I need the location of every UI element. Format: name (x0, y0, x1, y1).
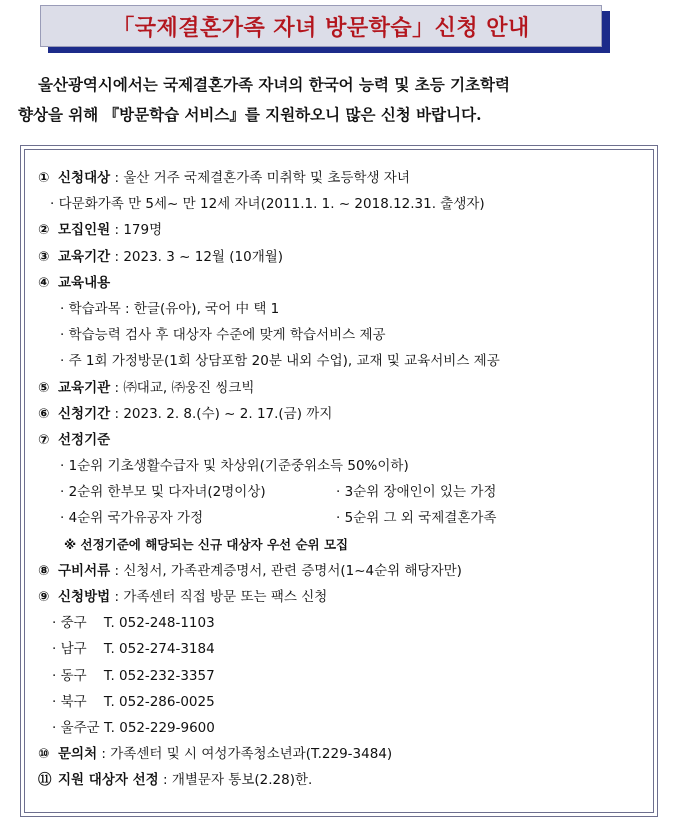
item-inquiry (38, 741, 648, 767)
item-number: ① (38, 170, 50, 186)
contact-junggu: · 중구 T. 052-248-1103 (52, 615, 215, 632)
item-number: ⑨ (38, 589, 50, 605)
item-separator: : (110, 589, 124, 605)
item-content (38, 270, 648, 296)
item-value: 가족센터 직접 방문 또는 팩스 신청 (123, 589, 328, 605)
contact-bukgu: · 북구 T. 052-286-0025 (52, 693, 215, 710)
criteria-rank-2: · 2순위 한부모 및 다자녀(2명이상) (60, 484, 266, 501)
intro-paragraph (18, 70, 668, 130)
item-value: 2023. 3 ~ 12월 (10개월) (123, 248, 284, 265)
item-separator: : (97, 746, 111, 763)
item-number: ④ (38, 274, 50, 291)
item-separator: : (110, 222, 124, 239)
criteria-rank-5: · 5순위 그 외 국제결혼가족 (336, 510, 497, 527)
item-content-sub: · 학습과목 : 한글(유아), 국어 中 택 1 (60, 300, 280, 317)
item-criteria (38, 427, 648, 453)
item-label: 교육기간 (58, 248, 111, 265)
item-label: 신청방법 (58, 589, 111, 605)
item-value: 179명 (123, 222, 163, 239)
contact-namgu: · 남구 T. 052-274-3184 (52, 641, 215, 658)
item-number: ③ (38, 248, 50, 265)
info-content (38, 165, 648, 794)
item-value: 개별문자 통보(2.28)한. (171, 772, 313, 789)
item-label: 신청기간 (58, 405, 111, 422)
item-agency (38, 375, 648, 401)
item-documents (38, 558, 648, 584)
contact-donggu: · 동구 T. 052-232-3357 (52, 667, 215, 684)
item-period (38, 244, 648, 270)
item-recruit (38, 217, 648, 243)
criteria-row-4-5 (38, 505, 648, 531)
item-target-sub: · 다문화가족 만 5세~ 만 12세 자녀(2011.1. 1. ~ 2018.12.31. 출생자) (50, 196, 485, 213)
item-target (38, 165, 648, 191)
criteria-row-2-3 (38, 479, 648, 505)
item-number: ② (38, 222, 50, 239)
item-separator: : (110, 405, 124, 422)
item-separator: : (110, 562, 124, 579)
item-number: ⑤ (38, 379, 50, 396)
item-value: 가족센터 및 시 여성가족청소년과(T.229-3484) (110, 746, 393, 763)
item-number: ⑪ (38, 772, 52, 789)
item-label: 구비서류 (58, 562, 111, 579)
item-label: 선정기준 (58, 431, 111, 448)
item-separator: : (110, 379, 124, 396)
item-label: 문의처 (58, 746, 98, 763)
intro-line-2: 향상을 위해 『방문학습 서비스』를 지원하오니 많은 신청 바랍니다. (18, 105, 482, 124)
criteria-rank-1: · 1순위 기초생활수급자 및 차상위(기준중위소득 50%이하) (60, 458, 409, 475)
item-content-sub: · 학습능력 검사 후 대상자 수준에 맞게 학습서비스 제공 (60, 327, 386, 344)
item-separator: : (110, 248, 124, 265)
item-label: 교육내용 (58, 274, 111, 291)
intro-line-1: 울산광역시에서는 국제결혼가족 자녀의 한국어 능력 및 초등 기초학력 (38, 75, 510, 94)
page-title: 「국제결혼가족 자녀 방문학습」신청 안내 (112, 15, 530, 41)
item-value: 신청서, 가족관계증명서, 관련 증명서(1~4순위 해당자만) (123, 562, 462, 579)
item-value: 울산 거주 국제결혼가족 미취학 및 초등학생 자녀 (123, 170, 410, 186)
item-apply-period (38, 401, 648, 427)
item-label: 지원 대상자 선정 (58, 772, 159, 789)
item-value: ㈜대교, ㈜웅진 씽크빅 (123, 379, 255, 396)
criteria-rank-4: · 4순위 국가유공자 가정 (60, 510, 204, 527)
item-label: 모집인원 (58, 222, 111, 239)
title-box (40, 5, 602, 47)
item-value: 2023. 2. 8.(수) ~ 2. 17.(금) 까지 (123, 405, 333, 422)
item-number: ⑦ (38, 431, 50, 448)
item-label: 교육기관 (58, 379, 111, 396)
item-number: ⑩ (38, 746, 50, 763)
item-number: ⑥ (38, 405, 50, 422)
item-separator: : (158, 772, 172, 789)
item-method (38, 584, 648, 610)
criteria-note: ※ 선정기준에 해당되는 신규 대상자 우선 순위 모집 (64, 536, 349, 552)
contact-uljugun: · 울주군 T. 052-229-9600 (52, 719, 215, 736)
item-selection (38, 767, 648, 793)
item-content-sub: · 주 1회 가정방문(1회 상담포함 20분 내외 수업), 교재 및 교육서비스 제공 (60, 353, 500, 370)
item-number: ⑧ (38, 562, 50, 579)
title-banner (40, 5, 610, 53)
item-label: 신청대상 (58, 170, 111, 186)
item-separator: : (110, 170, 124, 186)
criteria-rank-3: · 3순위 장애인이 있는 가정 (336, 484, 497, 501)
